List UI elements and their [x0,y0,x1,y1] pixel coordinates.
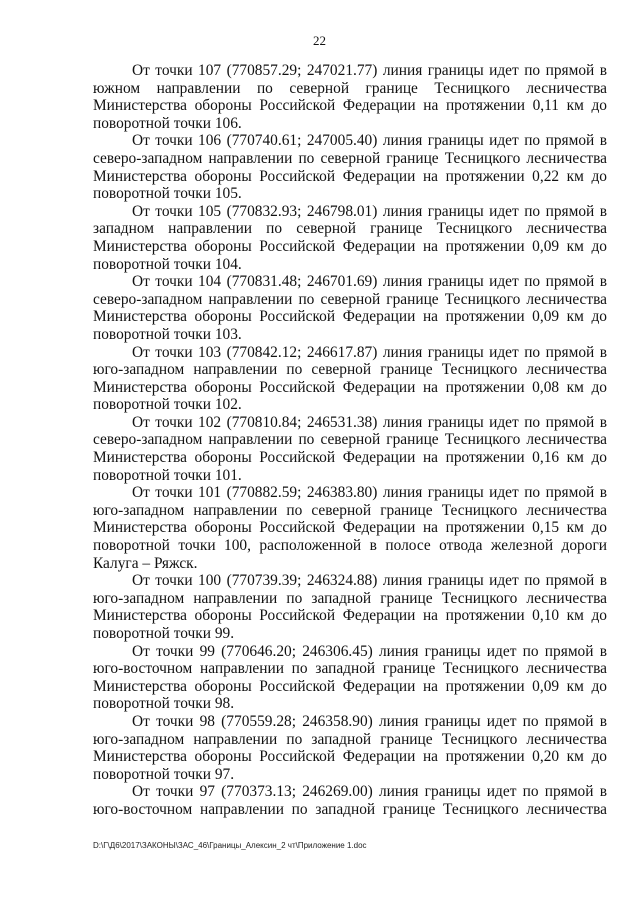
paragraph-point-107: От точки 107 (770857.29; 247021.77) линия границы идет по прямой в южном направлении по северной границе Тесницкого лесничества Министерства обороны Российской Федерации на протяжении 0,11 км до поворотной точки 106. [93,62,607,132]
paragraph-point-101: От точки 101 (770882.59; 246383.80) линия границы идет по прямой в юго-западном направлении по северной границе Тесницкого лесничества Министерства обороны Российской Федерации на протяжении 0,15 км до поворотной точки 100, расположенной в полосе отвода железной дороги Калуга – Ряжск. [93,484,607,572]
footer-file-path: D:\Г\Д6\2017\ЗАКОНЫ\ЗАС_46\Границы_Алексин_2 чт\Приложение 1.doc [93,841,367,850]
paragraph-point-103: От точки 103 (770842.12; 246617.87) линия границы идет по прямой в юго-западном направлении по северной границе Тесницкого лесничества Министерства обороны Российской Федерации на протяжении 0,08 км до поворотной точки 102. [93,343,607,414]
paragraph-point-98: От точки 98 (770559.28; 246358.90) линия границы идет по прямой в юго-западном направлении по западной границе Тесницкого лесничества Министерства обороны Российской Федерации на протяжении 0,20 км до поворотной точки 97. [93,712,607,783]
paragraph-point-97: От точки 97 (770373.13; 246269.00) линия границы идет по прямой в юго-восточном направлении по западной границе Тесницкого лесничества [93,783,607,818]
paragraph-point-104: От точки 104 (770831.48; 246701.69) линия границы идет по прямой в северо-западном направлении по северной границе Тесницкого лесничества Министерства обороны Российской Федерации на протяжении 0,09 км до поворотной точки 103. [93,273,607,343]
page-number: 22 [313,33,326,48]
paragraph-point-102: От точки 102 (770810.84; 246531.38) линия границы идет по прямой в северо-западном направлении по северной границе Тесницкого лесничества Министерства обороны Российской Федерации на протяжении 0,16 км до поворотной точки 101. [93,413,607,484]
document-body [93,62,607,819]
paragraph-point-106: От точки 106 (770740.61; 247005.40) линия границы идет по прямой в северо-западном направлении по северной границе Тесницкого лесничества Министерства обороны Российской Федерации на протяжении 0,22 км до поворотной точки 105. [93,132,607,203]
paragraph-point-99: От точки 99 (770646.20; 246306.45) линия границы идет по прямой в юго-восточном направлении по западной границе Тесницкого лесничества Министерства обороны Российской Федерации на протяжении 0,09 км до поворотной точки 98. [93,642,607,713]
paragraph-point-100: От точки 100 (770739.39; 246324.88) линия границы идет по прямой в юго-западном направлении по западной границе Тесницкого лесничества Министерства обороны Российской Федерации на протяжении 0,10 км до поворотной точки 99. [93,572,607,642]
paragraph-point-105: От точки 105 (770832.93; 246798.01) линия границы идет по прямой в западном направлении по северной границе Тесницкого лесничества Министерства обороны Российской Федерации на протяжении 0,09 км до поворотной точки 104. [93,202,607,273]
